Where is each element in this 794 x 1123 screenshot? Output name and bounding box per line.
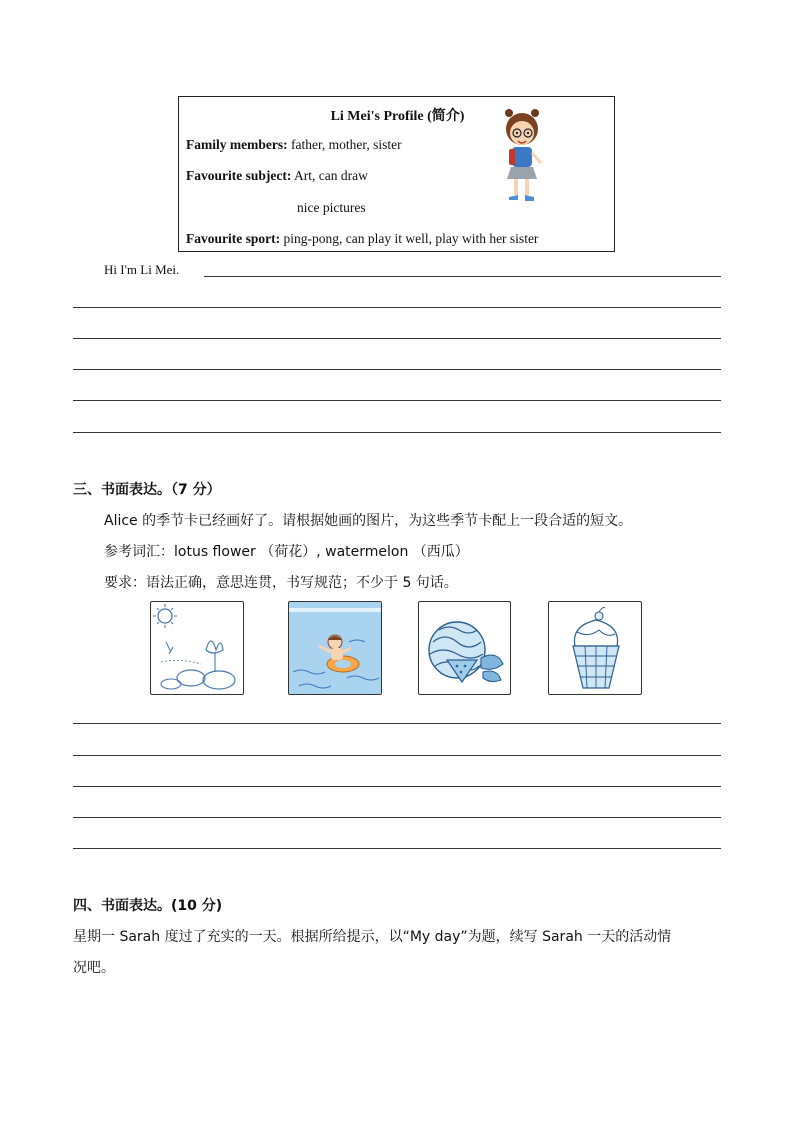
section3-requirements: 要求：语法正确，意思连贯，书写规范；不少于 5 句话。 xyxy=(104,575,458,591)
writing-line[interactable] xyxy=(73,369,721,370)
writing-line[interactable] xyxy=(73,848,721,849)
family-row xyxy=(186,137,402,153)
section4-prompt-line1: 星期一 Sarah 度过了充实的一天。根据所给提示，以“My day”为题，续写 Sarah 一天的活动情 xyxy=(73,929,672,945)
writing-line[interactable] xyxy=(73,723,721,724)
section3-heading: 三、书面表达。（7 分） xyxy=(73,482,221,498)
watermelon-picture xyxy=(418,601,511,695)
subject-row xyxy=(186,168,368,184)
sport-row xyxy=(186,231,538,247)
lotus-pond-picture xyxy=(150,601,244,695)
family-value: father, mother, sister xyxy=(290,137,402,152)
writing-line[interactable] xyxy=(73,786,721,787)
section4-prompt-line2: 况吧。 xyxy=(73,960,115,976)
girl-illustration xyxy=(487,105,567,215)
ice-cream-picture xyxy=(548,601,642,695)
sport-label: Favourite sport: xyxy=(186,231,281,246)
subject-label: Favourite subject: xyxy=(186,168,292,183)
section4-heading: 四、书面表达。(10 分) xyxy=(73,898,223,914)
writing-line[interactable] xyxy=(73,307,721,308)
writing-line[interactable] xyxy=(73,817,721,818)
family-label: Family members: xyxy=(186,137,288,152)
section3-prompt: Alice 的季节卡已经画好了。请根据她画的图片，为这些季节卡配上一段合适的短文。 xyxy=(104,513,633,529)
section3-vocab: 参考词汇：lotus flower （荷花）, watermelon （西瓜） xyxy=(104,544,469,560)
writing-start: Hi I'm Li Mei. xyxy=(104,262,180,277)
swimming-picture xyxy=(288,601,382,695)
subject-value: Art, can draw xyxy=(294,168,368,183)
writing-line[interactable] xyxy=(204,276,721,277)
writing-line[interactable] xyxy=(73,338,721,339)
sport-value: ping-pong, can play it well, play with her sister xyxy=(283,231,539,246)
subject-continued: nice pictures xyxy=(297,200,366,215)
writing-line[interactable] xyxy=(73,755,721,756)
profile-title: Li Mei's Profile (简介) xyxy=(330,109,465,124)
profile-card xyxy=(178,96,615,252)
writing-line[interactable] xyxy=(73,432,721,433)
writing-line[interactable] xyxy=(73,400,721,401)
